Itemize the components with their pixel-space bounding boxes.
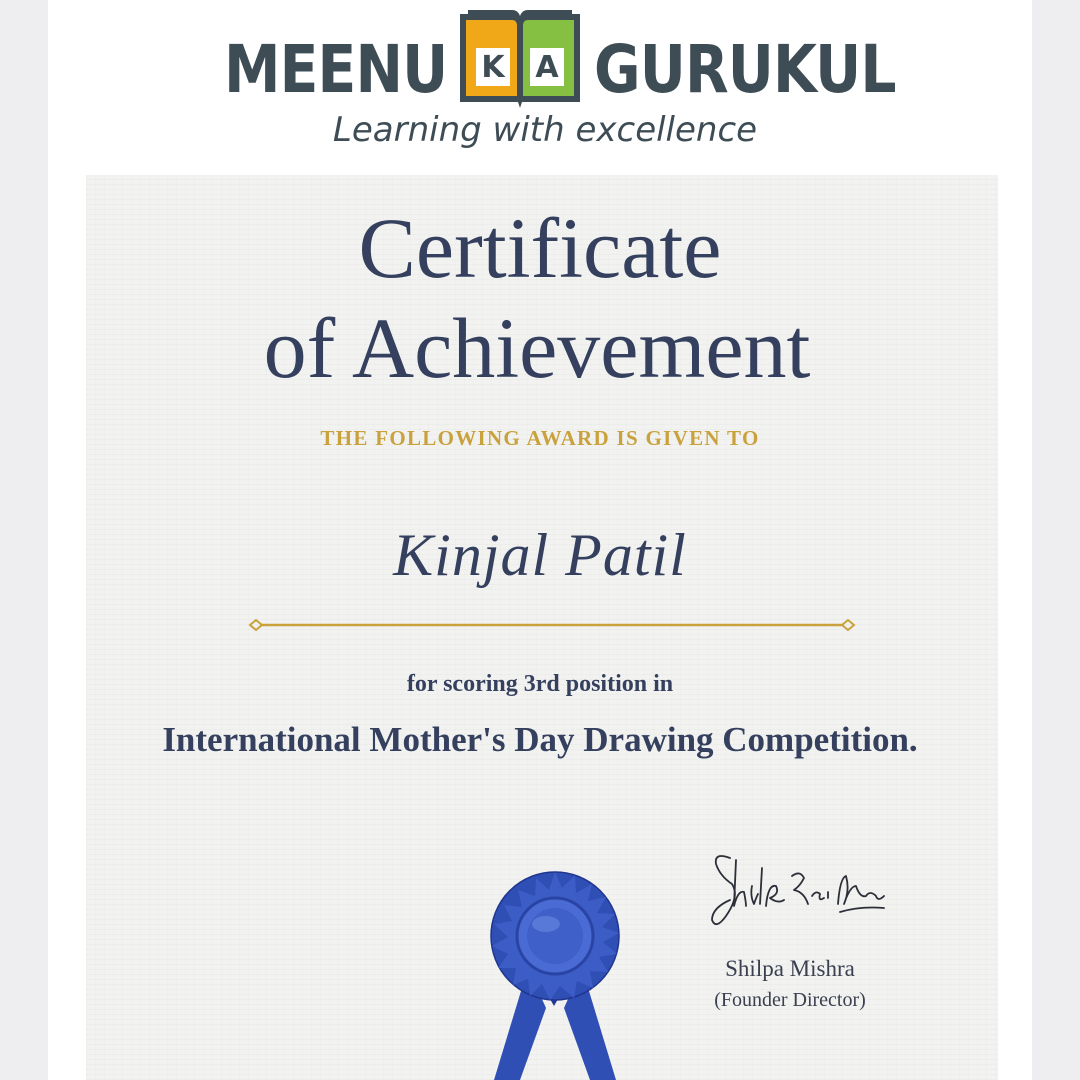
award-intro: THE FOLLOWING AWARD IS GIVEN TO — [320, 426, 760, 450]
certificate-title-line1: Certificate — [358, 200, 722, 296]
certificate-title-line2: of Achievement — [263, 300, 811, 396]
logo-book-letter-k: K — [481, 50, 505, 85]
book-icon — [456, 6, 584, 110]
logo-right-word: GURUKUL — [594, 31, 896, 108]
award-ribbon-icon — [480, 868, 630, 1080]
gold-divider — [248, 615, 856, 635]
recipient-name: Kinjal Patil — [393, 522, 687, 588]
event-name: International Mother's Day Drawing Competition. — [162, 720, 918, 759]
logo-left-word: MEENU — [224, 31, 448, 108]
logo-book-letter-a: A — [535, 50, 559, 85]
signature-image — [700, 846, 890, 936]
signer-title: (Founder Director) — [714, 989, 866, 1011]
logo — [0, 4, 1080, 108]
logo-tagline: Learning with excellence — [332, 110, 758, 150]
signer-name: Shilpa Mishra — [725, 956, 855, 981]
award-reason: for scoring 3rd position in — [406, 671, 674, 697]
